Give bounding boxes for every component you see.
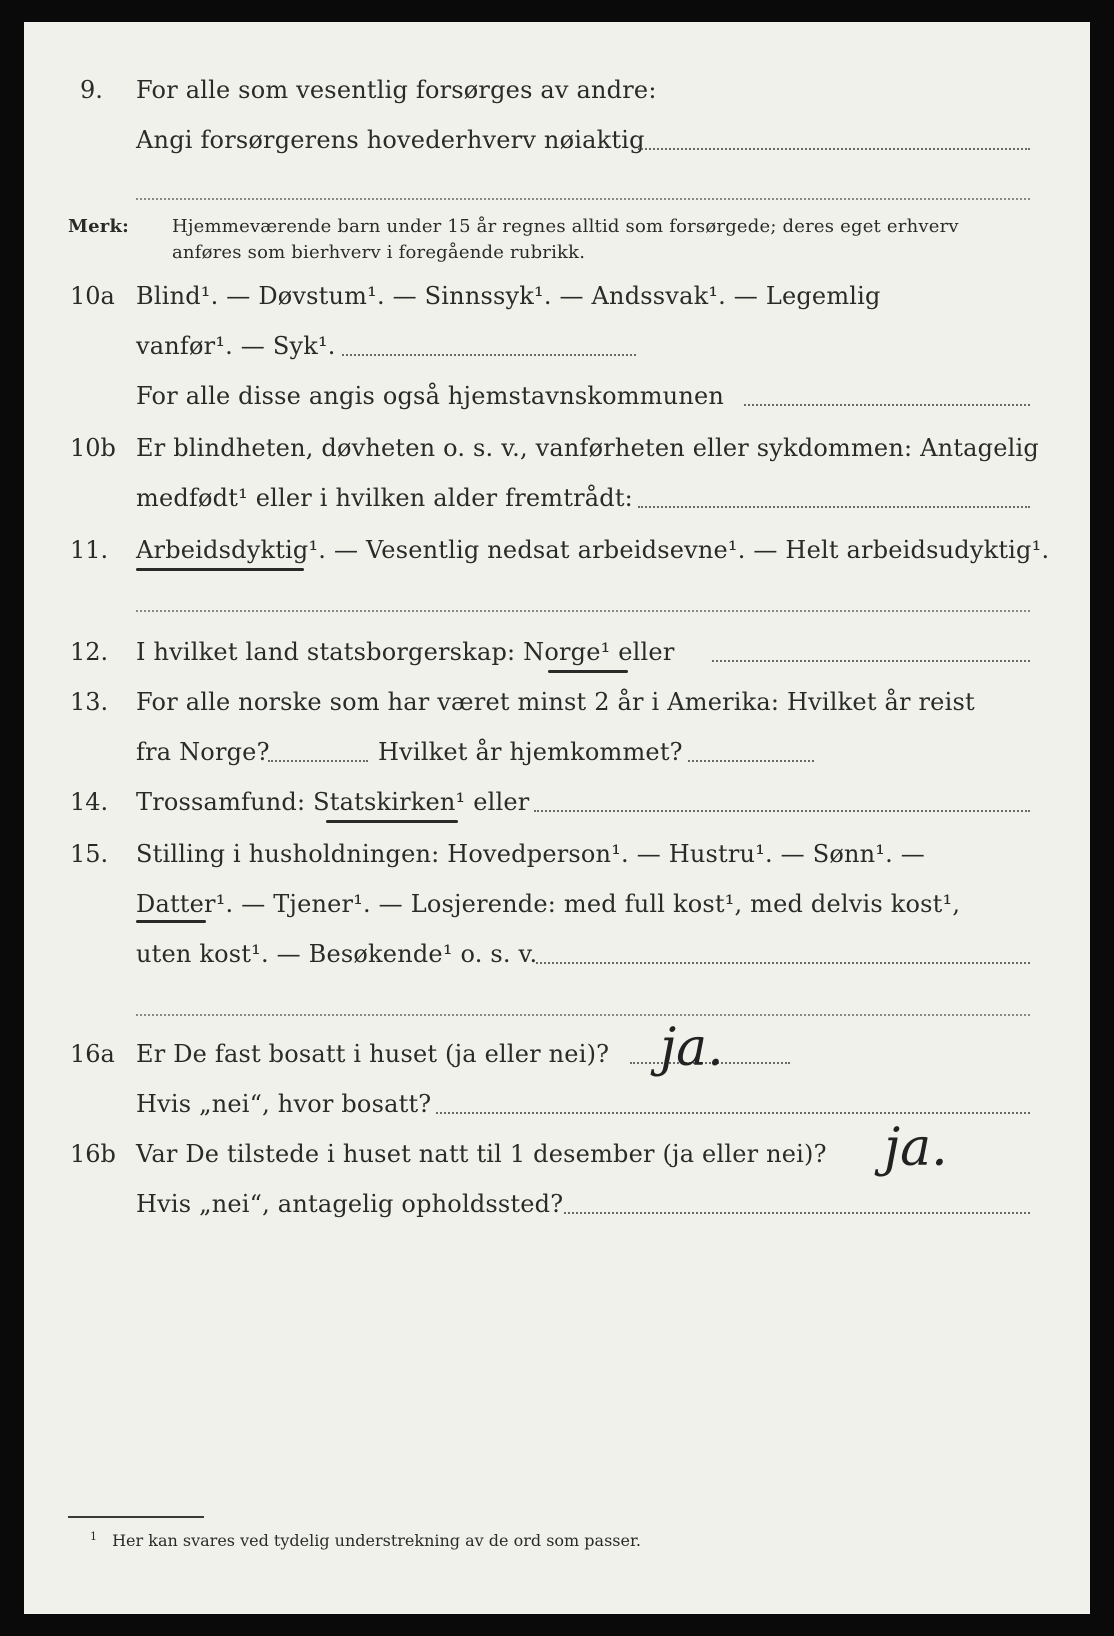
q14-line1: Trossamfund: Statskirken¹ eller — [136, 788, 530, 816]
q10a-sick-field[interactable] — [342, 354, 636, 356]
q15-answer-field[interactable] — [536, 962, 1030, 964]
q9-number: 9. — [80, 76, 103, 104]
q10a-line2: vanfør¹. — Syk¹. — [136, 332, 336, 360]
q16b-line1: Var De tilstede i huset natt til 1 desember (ja eller nei)? — [136, 1140, 827, 1168]
q16a-number: 16a — [70, 1040, 115, 1068]
q11-answer-line[interactable] — [136, 610, 1030, 612]
q14-number: 14. — [70, 788, 109, 816]
q12-answer-field[interactable] — [712, 660, 1030, 662]
q10a-number: 10a — [70, 282, 115, 310]
q12-underline-norge — [548, 670, 628, 673]
q13-left-year-field[interactable] — [268, 760, 368, 762]
q14-answer-field[interactable] — [534, 810, 1030, 812]
footnote — [90, 1530, 641, 1550]
q16b-handwritten-answer: ja. — [884, 1118, 948, 1178]
census-form-page — [24, 22, 1090, 1614]
q13-number: 13. — [70, 688, 109, 716]
q11-line1: Arbeidsdyktig¹. — Vesentlig nedsat arbeidsevne¹. — Helt arbeidsudyktig¹. — [136, 536, 1050, 564]
q10a-line1: Blind¹. — Døvstum¹. — Sinnssyk¹. — Andssvak¹. — Legemlig — [136, 282, 881, 310]
q13-line2b: Hvilket år hjemkommet? — [378, 738, 683, 766]
q10b-line1: Er blindheten, døvheten o. s. v., vanførheten eller sykdommen: Antagelig — [136, 434, 1039, 462]
q12-number: 12. — [70, 638, 109, 666]
footnote-rule — [68, 1516, 204, 1518]
merk-label: Merk: — [68, 216, 129, 237]
q10b-line2: medfødt¹ eller i hvilken alder fremtrådt: — [136, 484, 633, 512]
q16a-line1: Er De fast bosatt i huset (ja eller nei)? — [136, 1040, 610, 1068]
q13-line1: For alle norske som har været minst 2 år i Amerika: Hvilket år reist — [136, 688, 975, 716]
q9-line2: Angi forsørgerens hovederhverv nøiaktig — [136, 126, 645, 154]
q16b-number: 16b — [70, 1140, 116, 1168]
q16a-handwritten-answer: ja. — [660, 1018, 724, 1078]
q15-answer-line[interactable] — [136, 1014, 1030, 1016]
q9-answer-field[interactable] — [638, 148, 1030, 150]
q15-underline-datter — [136, 920, 206, 923]
q11-number: 11. — [70, 536, 109, 564]
q16b-whereabouts-field[interactable] — [564, 1212, 1030, 1214]
q10a-municipality-field[interactable] — [744, 404, 1030, 406]
q15-line2: Datter¹. — Tjener¹. — Losjerende: med full kost¹, med delvis kost¹, — [136, 890, 961, 918]
footnote-mark: 1 — [90, 1530, 97, 1543]
q13-return-year-field[interactable] — [688, 760, 814, 762]
q15-line3: uten kost¹. — Besøkende¹ o. s. v. — [136, 940, 538, 968]
q10b-answer-field[interactable] — [638, 506, 1030, 508]
q16a-residence-field[interactable] — [436, 1112, 1030, 1114]
q14-underline-statskirken — [326, 820, 458, 823]
q10a-line3: For alle disse angis også hjemstavnskommunen — [136, 382, 725, 410]
q9-line1: For alle som vesentlig forsørges av andre: — [136, 76, 657, 104]
q9-answer-line[interactable] — [136, 198, 1030, 200]
q13-line2a: fra Norge? — [136, 738, 270, 766]
q15-line1: Stilling i husholdningen: Hovedperson¹. — Hustru¹. — Sønn¹. — — [136, 840, 925, 868]
q15-number: 15. — [70, 840, 109, 868]
merk-line1: Hjemmeværende barn under 15 år regnes alltid som forsørgede; deres eget erhverv — [172, 216, 959, 237]
q12-line1: I hvilket land statsborgerskap: Norge¹ eller — [136, 638, 675, 666]
q16a-line2: Hvis „nei“, hvor bosatt? — [136, 1090, 432, 1118]
footnote-text: Her kan svares ved tydelig understrekning av de ord som passer. — [112, 1531, 641, 1551]
merk-line2: anføres som bierhverv i foregående rubrikk. — [172, 242, 586, 263]
q10b-number: 10b — [70, 434, 116, 462]
q11-underline-arbeidsdyktig — [136, 568, 304, 571]
q16b-line2: Hvis „nei“, antagelig opholdssted? — [136, 1190, 564, 1218]
